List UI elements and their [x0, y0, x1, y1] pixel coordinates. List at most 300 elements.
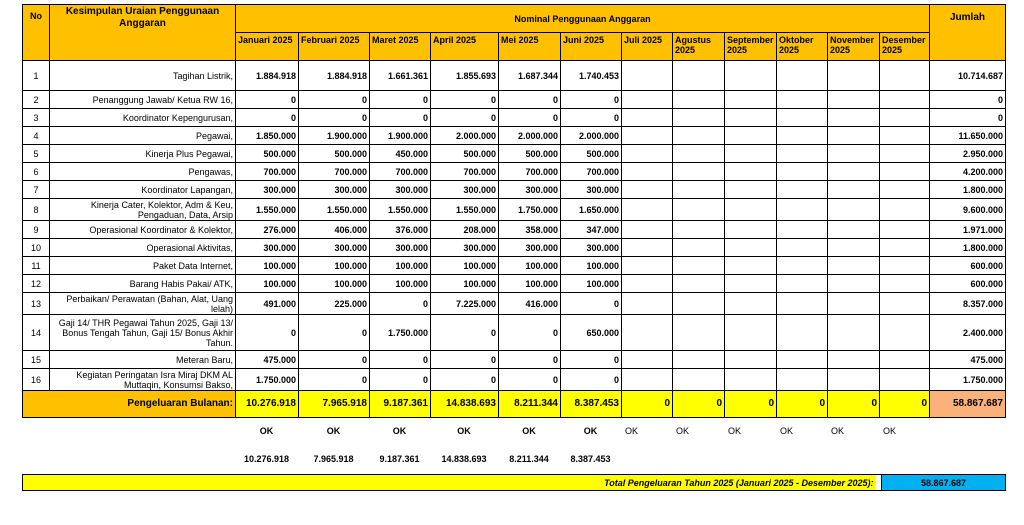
check-value-6: 8.387.453: [570, 454, 611, 464]
empty-cell: [880, 239, 930, 257]
empty-cell: [673, 221, 725, 239]
month-header-8: Agustus 2025: [673, 33, 725, 61]
amount-cell: 300.000: [236, 239, 299, 257]
table-row: [23, 181, 1006, 199]
monthly-value-10: 0: [777, 391, 828, 418]
empty-cell: [828, 181, 880, 199]
amount-cell: 208.000: [431, 221, 499, 239]
header-nominal: Nominal Penggunaan Anggaran: [236, 5, 930, 33]
ok-status-4: OK: [457, 426, 471, 436]
empty-cell: [777, 293, 828, 315]
amount-cell: 1.550.000: [431, 199, 499, 221]
month-header-12: Desember 2025: [880, 33, 930, 61]
empty-cell: [622, 239, 673, 257]
amount-cell: 500.000: [236, 145, 299, 163]
amount-cell: 100.000: [499, 257, 561, 275]
row-label: Kinerja Cater, Kolektor, Adm & Keu, Pengaduan, Data, Arsip: [50, 199, 236, 221]
amount-cell: 0: [431, 109, 499, 127]
empty-cell: [622, 163, 673, 181]
ok-status-9: OK: [728, 426, 742, 436]
row-number: 12: [23, 275, 50, 293]
empty-cell: [725, 109, 777, 127]
ok-status-row: [22, 418, 1005, 444]
amount-cell: 0: [370, 91, 431, 109]
amount-cell: 7.225.000: [431, 293, 499, 315]
amount-cell: 0: [370, 109, 431, 127]
check-value-1: 10.276.918: [243, 454, 290, 464]
amount-cell: 1.750.000: [236, 369, 299, 391]
monthly-value-1: 10.276.918: [236, 391, 299, 418]
empty-cell: [673, 275, 725, 293]
empty-cell: [777, 91, 828, 109]
amount-cell: 1.750.000: [499, 199, 561, 221]
ok-status-8: OK: [676, 426, 690, 436]
ok-status-5: OK: [522, 426, 536, 436]
empty-cell: [673, 351, 725, 369]
empty-cell: [673, 315, 725, 351]
amount-cell: 0: [499, 351, 561, 369]
ok-status-10: OK: [780, 426, 794, 436]
row-label: Koordinator Lapangan,: [50, 181, 236, 199]
empty-cell: [777, 145, 828, 163]
ok-status-11: OK: [831, 426, 845, 436]
amount-cell: 1.550.000: [236, 199, 299, 221]
amount-cell: 0: [370, 351, 431, 369]
empty-cell: [880, 257, 930, 275]
amount-cell: 0: [561, 369, 622, 391]
amount-cell: 0: [299, 109, 370, 127]
amount-cell: 1.650.000: [561, 199, 622, 221]
empty-cell: [777, 275, 828, 293]
empty-cell: [725, 163, 777, 181]
month-header-10: Oktober 2025: [777, 33, 828, 61]
ok-end: [929, 418, 1005, 444]
empty-cell: [880, 199, 930, 221]
row-number: 1: [23, 61, 50, 91]
row-total: 4.200.000: [930, 163, 1006, 181]
empty-cell: [673, 127, 725, 145]
amount-cell: 100.000: [370, 275, 431, 293]
table-row: [23, 275, 1006, 293]
ok-status-2: OK: [326, 426, 341, 436]
empty-cell: [828, 61, 880, 91]
empty-cell: [828, 239, 880, 257]
amount-cell: 225.000: [299, 293, 370, 315]
empty-cell: [673, 109, 725, 127]
amount-cell: 1.750.000: [370, 315, 431, 351]
row-number: 6: [23, 163, 50, 181]
amount-cell: 0: [236, 91, 299, 109]
row-total: 8.357.000: [930, 293, 1006, 315]
row-number: 4: [23, 127, 50, 145]
month-header-3: Maret 2025: [370, 33, 431, 61]
empty-cell: [622, 127, 673, 145]
table-row: [23, 315, 1006, 351]
monthly-value-11: 0: [828, 391, 880, 418]
row-label: Penanggung Jawab/ Ketua RW 16,: [50, 91, 236, 109]
amount-cell: 300.000: [431, 181, 499, 199]
row-number: 5: [23, 145, 50, 163]
amount-cell: 700.000: [499, 163, 561, 181]
empty-cell: [880, 369, 930, 391]
expense-rows: [23, 61, 1006, 391]
empty-cell: [725, 293, 777, 315]
amount-cell: 300.000: [299, 239, 370, 257]
monthly-total-row: [23, 391, 1006, 418]
empty-cell: [622, 257, 673, 275]
amount-cell: 347.000: [561, 221, 622, 239]
amount-cell: 300.000: [499, 181, 561, 199]
amount-cell: 700.000: [236, 163, 299, 181]
month-header-5: Mei 2025: [499, 33, 561, 61]
month-header-4: April 2025: [431, 33, 499, 61]
amount-cell: 376.000: [370, 221, 431, 239]
monthly-value-6: 8.387.453: [561, 391, 622, 418]
row-total: 600.000: [930, 257, 1006, 275]
amount-cell: 0: [499, 109, 561, 127]
empty-cell: [828, 293, 880, 315]
row-number: 14: [23, 315, 50, 351]
empty-cell: [777, 163, 828, 181]
amount-cell: 100.000: [236, 275, 299, 293]
check-values-row: [22, 444, 1005, 474]
empty-cell: [880, 109, 930, 127]
amount-cell: 0: [561, 91, 622, 109]
amount-cell: 0: [561, 293, 622, 315]
empty-cell: [828, 163, 880, 181]
amount-cell: 1.740.453: [561, 61, 622, 91]
amount-cell: 2.000.000: [561, 127, 622, 145]
row-total: 2.950.000: [930, 145, 1006, 163]
amount-cell: 0: [431, 351, 499, 369]
empty-cell: [828, 351, 880, 369]
row-label: Kegiatan Peringatan Isra Miraj DKM AL Muttaqin, Konsumsi Bakso,: [50, 369, 236, 391]
amount-cell: 0: [499, 369, 561, 391]
row-number: 15: [23, 351, 50, 369]
amount-cell: 300.000: [370, 239, 431, 257]
empty-cell: [622, 275, 673, 293]
monthly-value-4: 14.838.693: [431, 391, 499, 418]
ok-status-7: OK: [625, 426, 639, 436]
empty-cell: [828, 91, 880, 109]
empty-cell: [777, 369, 828, 391]
row-number: 8: [23, 199, 50, 221]
empty-cell: [828, 145, 880, 163]
check-spacer: [22, 444, 235, 474]
empty-cell: [622, 199, 673, 221]
table-row: [23, 257, 1006, 275]
amount-cell: 100.000: [561, 275, 622, 293]
amount-cell: 300.000: [370, 181, 431, 199]
empty-cell: [777, 239, 828, 257]
empty-cell: [622, 315, 673, 351]
empty-cell: [880, 127, 930, 145]
table-row: [23, 109, 1006, 127]
check-end: [929, 444, 1005, 474]
amount-cell: 491.000: [236, 293, 299, 315]
row-total: 11.650.000: [930, 127, 1006, 145]
monthly-value-9: 0: [725, 391, 777, 418]
amount-cell: 1.550.000: [299, 199, 370, 221]
month-header-2: Februari 2025: [299, 33, 370, 61]
empty-cell: [828, 275, 880, 293]
empty-cell: [673, 145, 725, 163]
empty-cell: [725, 221, 777, 239]
amount-cell: 100.000: [499, 275, 561, 293]
amount-cell: 700.000: [299, 163, 370, 181]
amount-cell: 500.000: [299, 145, 370, 163]
amount-cell: 0: [561, 109, 622, 127]
ok-status-3: OK: [392, 426, 407, 436]
empty-cell: [673, 91, 725, 109]
check-empty: [827, 444, 879, 474]
row-label: Koordinator Kepengurusan,: [50, 109, 236, 127]
annual-total-value: 58.867.687: [882, 475, 1006, 491]
budget-table: [22, 4, 1006, 418]
ok-status-12: OK: [883, 426, 897, 436]
empty-cell: [725, 61, 777, 91]
amount-cell: 1.900.000: [370, 127, 431, 145]
row-label: Pegawai,: [50, 127, 236, 145]
row-total: 1.800.000: [930, 181, 1006, 199]
empty-cell: [725, 91, 777, 109]
month-header-9: September 2025: [725, 33, 777, 61]
empty-cell: [777, 315, 828, 351]
empty-cell: [828, 109, 880, 127]
amount-cell: 0: [236, 315, 299, 351]
empty-cell: [880, 275, 930, 293]
amount-cell: 100.000: [561, 257, 622, 275]
empty-cell: [622, 91, 673, 109]
empty-cell: [880, 145, 930, 163]
check-value-4: 14.838.693: [441, 454, 487, 464]
amount-cell: 0: [499, 91, 561, 109]
monthly-value-12: 0: [880, 391, 930, 418]
row-number: 16: [23, 369, 50, 391]
month-header-11: November 2025: [828, 33, 880, 61]
row-label: Operasional Aktivitas,: [50, 239, 236, 257]
row-label: Kinerja Plus Pegawai,: [50, 145, 236, 163]
row-label: Perbaikan/ Perawatan (Bahan, Alat, Uang lelah): [50, 293, 236, 315]
verification-table: [22, 418, 1005, 474]
amount-cell: 1.850.000: [236, 127, 299, 145]
empty-cell: [777, 199, 828, 221]
table-row: [23, 163, 1006, 181]
amount-cell: 100.000: [236, 257, 299, 275]
empty-cell: [880, 351, 930, 369]
check-value-3: 9.187.361: [379, 454, 420, 464]
amount-cell: 276.000: [236, 221, 299, 239]
row-total: 1.971.000: [930, 221, 1006, 239]
amount-cell: 0: [561, 351, 622, 369]
table-row: [23, 351, 1006, 369]
row-number: 3: [23, 109, 50, 127]
empty-cell: [777, 181, 828, 199]
amount-cell: 0: [431, 315, 499, 351]
amount-cell: 1.900.000: [299, 127, 370, 145]
amount-cell: 100.000: [431, 257, 499, 275]
empty-cell: [673, 369, 725, 391]
empty-cell: [673, 293, 725, 315]
check-empty: [724, 444, 776, 474]
monthly-grand-total: 58.867.687: [930, 391, 1006, 418]
empty-cell: [725, 275, 777, 293]
check-empty: [776, 444, 827, 474]
row-total: 600.000: [930, 275, 1006, 293]
header-jumlah: Jumlah: [930, 5, 1006, 61]
empty-cell: [725, 199, 777, 221]
amount-cell: 300.000: [561, 239, 622, 257]
row-label: Meteran Baru,: [50, 351, 236, 369]
empty-cell: [777, 61, 828, 91]
amount-cell: 358.000: [499, 221, 561, 239]
amount-cell: 1.855.693: [431, 61, 499, 91]
empty-cell: [622, 61, 673, 91]
row-label: Tagihan Listrik,: [50, 61, 236, 91]
empty-cell: [673, 181, 725, 199]
amount-cell: 0: [431, 91, 499, 109]
row-number: 7: [23, 181, 50, 199]
row-total: 475.000: [930, 351, 1006, 369]
ok-status-1: OK: [259, 426, 274, 436]
empty-cell: [880, 91, 930, 109]
amount-cell: 300.000: [561, 181, 622, 199]
row-number: 11: [23, 257, 50, 275]
check-empty: [879, 444, 929, 474]
check-empty: [672, 444, 724, 474]
table-row: [23, 369, 1006, 391]
annual-total-label: Total Pengeluaran Tahun 2025 (Januari 2025 - Desember 2025):: [23, 475, 876, 491]
amount-cell: 475.000: [236, 351, 299, 369]
amount-cell: 100.000: [431, 275, 499, 293]
amount-cell: 0: [299, 91, 370, 109]
table-row: [23, 127, 1006, 145]
monthly-value-8: 0: [673, 391, 725, 418]
empty-cell: [828, 127, 880, 145]
amount-cell: 0: [299, 315, 370, 351]
monthly-label: Pengeluaran Bulanan:: [23, 391, 236, 418]
empty-cell: [725, 145, 777, 163]
amount-cell: 2.000.000: [431, 127, 499, 145]
amount-cell: 700.000: [561, 163, 622, 181]
empty-cell: [622, 145, 673, 163]
amount-cell: 0: [236, 109, 299, 127]
row-total: 0: [930, 109, 1006, 127]
row-number: 2: [23, 91, 50, 109]
empty-cell: [622, 369, 673, 391]
row-total: 10.714.687: [930, 61, 1006, 91]
amount-cell: 300.000: [431, 239, 499, 257]
row-total: 0: [930, 91, 1006, 109]
amount-cell: 416.000: [499, 293, 561, 315]
empty-cell: [673, 163, 725, 181]
empty-cell: [725, 351, 777, 369]
empty-cell: [673, 257, 725, 275]
monthly-value-5: 8.211.344: [499, 391, 561, 418]
empty-cell: [828, 257, 880, 275]
empty-cell: [828, 315, 880, 351]
empty-cell: [725, 257, 777, 275]
amount-cell: 100.000: [299, 257, 370, 275]
annual-total-table: [22, 474, 1006, 491]
table-row: [23, 221, 1006, 239]
empty-cell: [622, 109, 673, 127]
empty-cell: [880, 61, 930, 91]
budget-spreadsheet: [22, 4, 1005, 491]
amount-cell: 0: [499, 315, 561, 351]
row-total: 9.600.000: [930, 199, 1006, 221]
empty-cell: [622, 293, 673, 315]
row-number: 10: [23, 239, 50, 257]
header-uraian: Kesimpulan Uraian Penggunaan Anggaran: [50, 5, 236, 61]
table-row: [23, 239, 1006, 257]
row-number: 13: [23, 293, 50, 315]
empty-cell: [880, 181, 930, 199]
month-header-6: Juni 2025: [561, 33, 622, 61]
empty-cell: [777, 257, 828, 275]
row-total: 1.750.000: [930, 369, 1006, 391]
monthly-value-3: 9.187.361: [370, 391, 431, 418]
row-label: Gaji 14/ THR Pegawai Tahun 2025, Gaji 13/ Bonus Tengah Tahun, Gaji 15/ Bonus Akhir Tahun.: [50, 315, 236, 351]
empty-cell: [880, 315, 930, 351]
empty-cell: [828, 199, 880, 221]
row-label: Paket Data Internet,: [50, 257, 236, 275]
monthly-value-7: 0: [622, 391, 673, 418]
amount-cell: 0: [370, 293, 431, 315]
empty-cell: [725, 315, 777, 351]
ok-status-6: OK: [583, 426, 598, 436]
empty-cell: [777, 109, 828, 127]
amount-cell: 300.000: [236, 181, 299, 199]
empty-cell: [622, 181, 673, 199]
check-empty: [621, 444, 672, 474]
amount-cell: 500.000: [561, 145, 622, 163]
empty-cell: [673, 239, 725, 257]
empty-cell: [673, 61, 725, 91]
monthly-value-2: 7.965.918: [299, 391, 370, 418]
amount-cell: 1.661.361: [370, 61, 431, 91]
check-value-2: 7.965.918: [313, 454, 354, 464]
ok-spacer: [22, 418, 235, 444]
empty-cell: [725, 369, 777, 391]
empty-cell: [622, 221, 673, 239]
month-header-7: Juli 2025: [622, 33, 673, 61]
row-label: Barang Habis Pakai/ ATK,: [50, 275, 236, 293]
table-row: [23, 145, 1006, 163]
amount-cell: 1.687.344: [499, 61, 561, 91]
empty-cell: [777, 127, 828, 145]
empty-cell: [725, 127, 777, 145]
amount-cell: 1.550.000: [370, 199, 431, 221]
amount-cell: 1.884.918: [299, 61, 370, 91]
amount-cell: 2.000.000: [499, 127, 561, 145]
empty-cell: [725, 239, 777, 257]
table-row: [23, 293, 1006, 315]
table-row: [23, 91, 1006, 109]
amount-cell: 100.000: [299, 275, 370, 293]
empty-cell: [777, 351, 828, 369]
header-no: No: [23, 5, 50, 61]
empty-cell: [880, 221, 930, 239]
row-number: 9: [23, 221, 50, 239]
amount-cell: 500.000: [499, 145, 561, 163]
amount-cell: 650.000: [561, 315, 622, 351]
amount-cell: 0: [299, 369, 370, 391]
empty-cell: [725, 181, 777, 199]
amount-cell: 1.884.918: [236, 61, 299, 91]
row-label: Pengawas,: [50, 163, 236, 181]
empty-cell: [673, 199, 725, 221]
